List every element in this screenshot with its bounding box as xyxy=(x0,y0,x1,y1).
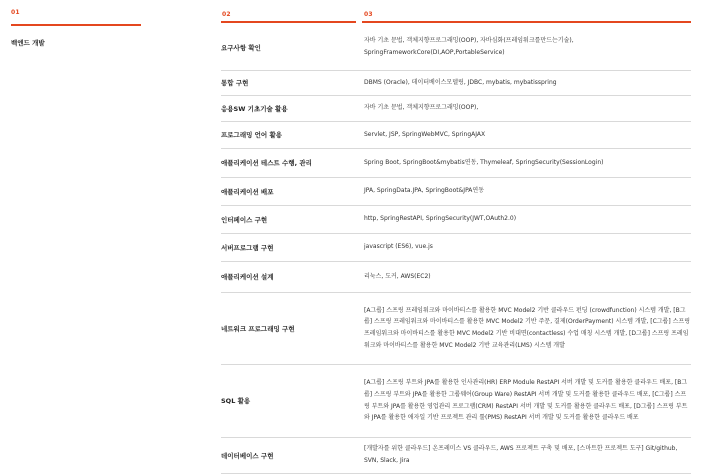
row-value: [A그룹] 스프링 부트와 JPA를 활용한 인사관리(HR) ERP Module RestAPI 서버 개발 및 도커를 활용한 클라우드 배포, [B그룹] 스프링 부트와 JPA를 활용한 그룹웨어(Group Ware) RestAPI 서버 개발 및 도커를 활용한 클라우드 배포, [C그룹] 스프링 부트와 JPA를 활용한 영업관리 프로그램(CRM) RestAPI 서버 개발 및 도커를 활용한 클라우드 배포, [D그룹] 스프링 부트와 JPA를 활용한 애자일 기반 프로젝트 관리 툴(PMS) RestAPI 서버 개발 및 도커를 활용한 클라우드 배포 xyxy=(364,379,688,422)
row-value: http, SpringRestAPI, SpringSecurity(JWT,OAuth2.0) xyxy=(364,215,517,223)
row-value: Servlet, JSP, SpringWebMVC, SpringAJAX xyxy=(364,130,486,138)
table-row xyxy=(221,261,691,293)
row-label: 애플리케이션 배포 xyxy=(221,187,274,196)
column-3-divider xyxy=(362,21,691,23)
row-value: 리눅스, 도커, AWS(EC2) xyxy=(364,272,431,280)
row-value: javascript (ES6), vue.js xyxy=(364,243,433,251)
row-value: 자바 기초 문법, 객체지향프로그래밍(OOP), 자바심화(프레임워크를만드는기술), SpringFrameworkCore(DI,AOP,PortableService) xyxy=(364,37,574,56)
section-title: 백엔드 개발 xyxy=(11,39,45,47)
row-label: 응용SW 기초기술 활용 xyxy=(221,104,288,113)
table-row xyxy=(221,70,691,96)
column-number-3: 03 xyxy=(364,11,373,18)
column-1-divider xyxy=(11,24,141,26)
row-label: 애플리케이션 테스트 수행, 관리 xyxy=(221,159,312,167)
row-label: 서버프로그램 구현 xyxy=(221,243,274,252)
column-2-divider xyxy=(221,21,356,23)
column-number-1: 01 xyxy=(11,9,20,16)
row-label: 데이터베이스 구현 xyxy=(221,451,274,460)
row-label: 통합 구현 xyxy=(221,79,249,87)
table-row xyxy=(221,233,691,262)
row-label: 인터페이스 구현 xyxy=(221,215,268,224)
row-label: 애플리케이션 설계 xyxy=(221,273,274,281)
table-row xyxy=(221,364,691,438)
row-value: 자바 기초 문법, 객체지향프로그래밍(OOP), xyxy=(364,104,479,112)
table-row xyxy=(221,148,691,178)
row-value: [A그룹] 스프링 프레임워크와 마이바티스를 활용한 MVC Model2 기반 클라우드 펀딩 (crowdfunction) 시스템 개발, [B그룹] 스프링 프레임워크와 마이바티스를 활용한 MVC Model2 기반 주문, 결제(OrderPayment) 시스템 개발, [C그룹] 스프링 프레임워크와 마이바티스를 활용한 MVC Model2 기반 비대면(contactless) 수업 매칭 시스템 개발, [D그룹] 스프링 프레임워크와 마이바티스를 활용한 MVC Model2 기반 교육관리(LMS) 시스템 개발 xyxy=(364,306,690,349)
row-label: 프로그래밍 언어 활용 xyxy=(221,131,283,139)
row-value: Spring Boot, SpringBoot&mybatis연동, Thymeleaf, SpringSecurity(SessionLogin) xyxy=(364,158,604,166)
table-row xyxy=(221,205,691,234)
table-row xyxy=(221,121,691,149)
table-row xyxy=(221,292,691,365)
table-row xyxy=(221,437,691,474)
row-label: 네트워크 프로그래밍 구현 xyxy=(221,324,295,333)
row-value: [개발자를 위한 클라우드] 온프레미스 VS 클라우드, AWS 프로젝트 구축 및 배포, [스마트한 프로젝트 도구] Git/github, SVN, Slack, Jira xyxy=(364,445,678,464)
row-value: DBMS (Oracle), 데이터베이스모델링, JDBC, mybatis, mybatisspring xyxy=(364,78,557,86)
table-row xyxy=(221,24,691,71)
table-row xyxy=(221,95,691,122)
row-label: SQL 활용 xyxy=(221,397,251,405)
table-row xyxy=(221,177,691,206)
row-label: 요구사항 확인 xyxy=(221,43,261,52)
column-number-2: 02 xyxy=(222,11,231,18)
row-value: JPA, SpringData.JPA, SpringBoot&JPA연동 xyxy=(364,187,484,195)
